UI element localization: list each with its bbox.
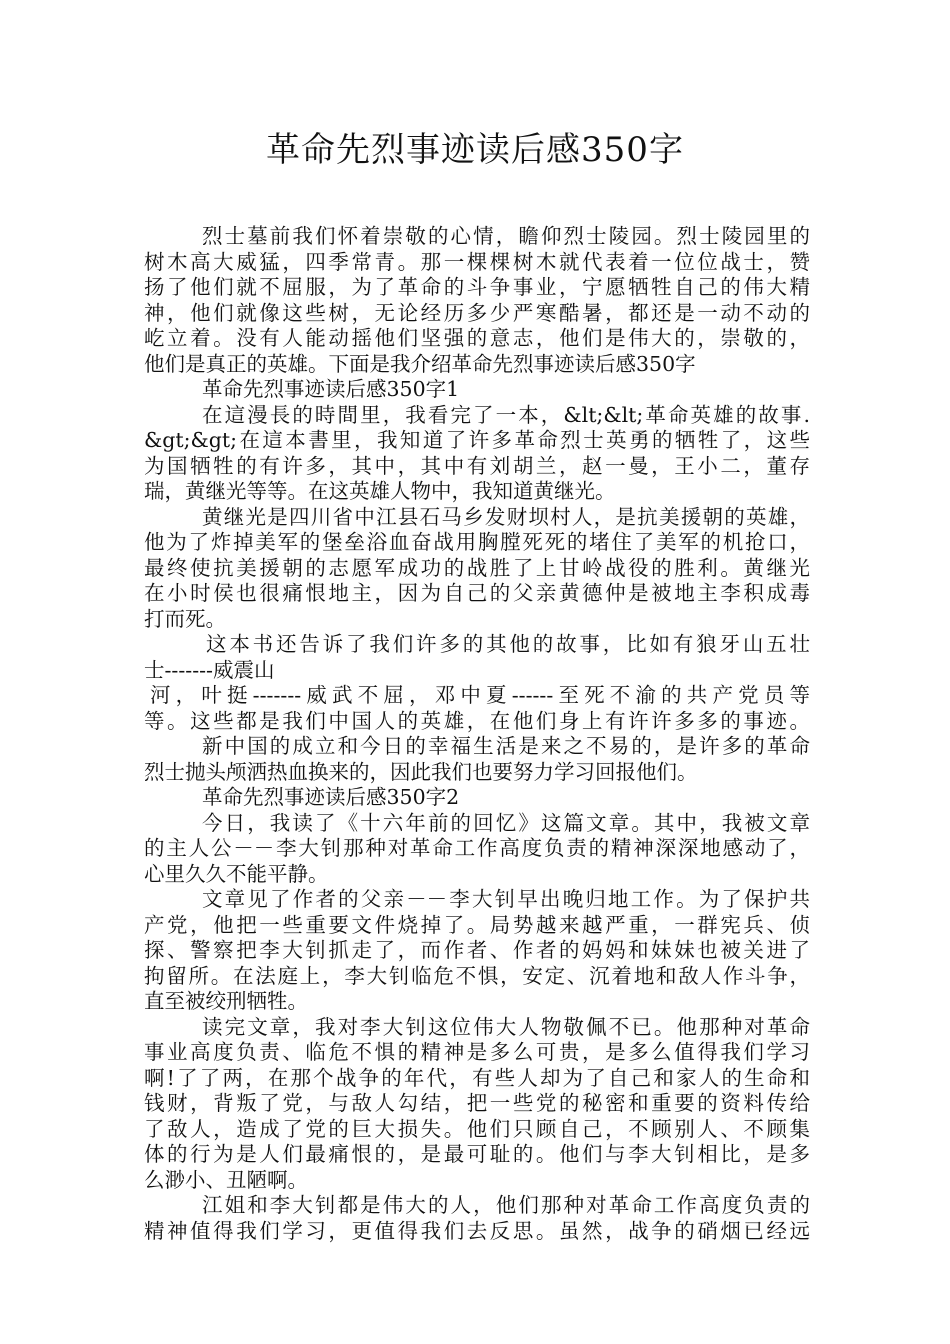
text-line: 在小时侯也很痛恨地主，因为自己的父亲黄德仲是被地主李积成毒 xyxy=(144,581,810,605)
text-line: 拘留所。在法庭上，李大钊临危不惧，安定、沉着地和敌人作斗争， xyxy=(144,963,810,988)
text-line: 屹立着。没有人能动摇他们坚强的意志，他们是伟大的，崇敬的， xyxy=(144,326,810,350)
text-line: 了敌人，造成了党的巨大损失。他们只顾自己，不顾别人、不顾集 xyxy=(144,1116,810,1141)
text-line: 体的行为是人们最痛恨的，是最可耻的。他们与李大钊相比，是多 xyxy=(144,1142,810,1166)
text-line: 瑞，黄继光等等。在这英雄人物中，我知道黄继光。 xyxy=(144,479,616,503)
document-title: 革命先烈事迹读后感350字 xyxy=(266,130,684,170)
text-line: 啊!了了两，在那个战争的年代，有些人却为了自己和家人的生命和 xyxy=(144,1065,810,1090)
text-line: 精神值得我们学习，更值得我们去反思。虽然，战争的硝烟已经远 xyxy=(144,1218,810,1243)
section-heading: 革命先烈事迹读后感350字2 xyxy=(202,785,460,809)
text-line: 神，他们就像这些树，无论经历多少严寒酷暑，都还是一动不动的 xyxy=(144,300,810,325)
text-line: 最终使抗美援朝的志愿军成功的战胜了上甘岭战役的胜利。黄继光 xyxy=(144,555,810,580)
text-line: 在這漫長的時間里，我看完了一本，&lt;&lt;革命英雄的故事. xyxy=(202,402,810,427)
text-line: 心里久久不能平静。 xyxy=(144,861,329,886)
text-line: 他们是真正的英雄。下面是我介绍革命先烈事迹读后感350字 xyxy=(144,351,696,376)
section-heading: 革命先烈事迹读后感350字1 xyxy=(202,377,460,401)
text-line: 的主人公－－李大钊那种对革命工作高度负责的精神深深地感动了， xyxy=(144,836,810,860)
text-line: 钱财，背叛了党，与敌人勾结，把一些党的秘密和重要的资料传给 xyxy=(144,1091,810,1115)
text-line: 等。这些都是我们中国人的英雄，在他们身上有许许多多的事迹。 xyxy=(144,708,810,733)
text-line: 士-------威震山 xyxy=(144,657,275,682)
text-line: 河，叶挺-------威武不屈，邓中夏------至死不渝的共产党员等 xyxy=(150,683,810,707)
text-line: 黄继光是四川省中江县石马乡发财坝村人，是抗美援朝的英雄， xyxy=(202,504,810,529)
text-line: 江姐和李大钊都是伟大的人，他们那种对革命工作高度负责的 xyxy=(202,1193,810,1217)
text-line: 文章见了作者的父亲－－李大钊早出晚归地工作。为了保护共 xyxy=(202,887,810,911)
text-line: 事业高度负责、临危不惧的精神是多么可贵，是多么值得我们学习 xyxy=(144,1040,810,1064)
text-line: 这本书还告诉了我们许多的其他的故事，比如有狼牙山五壮 xyxy=(206,632,810,656)
text-line: 树木高大威猛，四季常青。那一棵棵树木就代表着一位位战士，赞 xyxy=(144,249,810,274)
text-line: 新中国的成立和今日的幸福生活是来之不易的，是许多的革命 xyxy=(202,734,810,758)
text-line: 打而死。 xyxy=(144,606,226,631)
text-line: 为国牺牲的有许多，其中，其中有刘胡兰，赵一曼，王小二，董存 xyxy=(144,453,810,478)
text-line: 么渺小、丑陋啊。 xyxy=(144,1167,308,1192)
text-line: 烈士抛头颅洒热血换来的，因此我们也要努力学习回报他们。 xyxy=(144,759,698,784)
text-line: 今日，我读了《十六年前的回忆》这篇文章。其中，我被文章 xyxy=(202,810,810,835)
text-line: 探、警察把李大钊抓走了，而作者、作者的妈妈和妹妹也被关进了 xyxy=(144,938,810,962)
text-line: 烈士墓前我们怀着崇敬的心情，瞻仰烈士陵园。烈士陵园里的 xyxy=(202,224,810,248)
text-line: &gt;&gt;在這本書里，我知道了许多革命烈士英勇的牺牲了，这些 xyxy=(144,428,810,452)
text-line: 直至被绞刑牺牲。 xyxy=(144,989,308,1013)
document-body xyxy=(144,224,810,1244)
text-line: 扬了他们就不屈服，为了革命的斗争事业，宁愿牺牲自己的伟大精 xyxy=(144,275,810,299)
text-line: 读完文章，我对李大钊这位伟大人物敬佩不已。他那种对革命 xyxy=(202,1014,810,1039)
text-line: 他为了炸掉美军的堡垒浴血奋战用胸膛死死的堵住了美军的机抢口， xyxy=(144,530,810,554)
text-line: 产党，他把一些重要文件烧掉了。局势越来越严重，一群宪兵、侦 xyxy=(144,912,810,937)
